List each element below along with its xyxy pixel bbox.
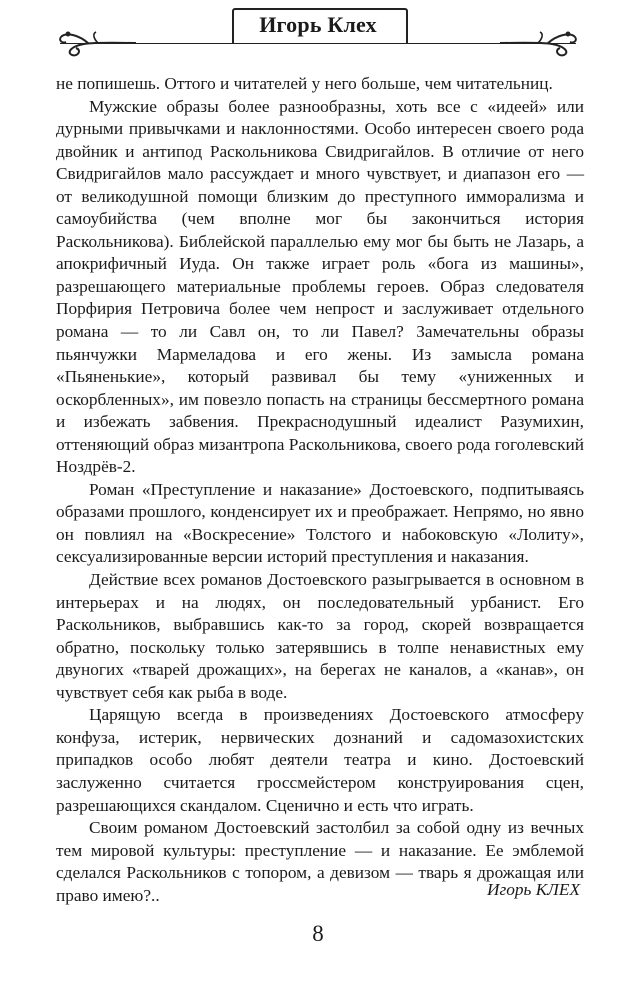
- paragraph: не попишешь. Оттого и читателей у него больше, чем читательниц.: [56, 74, 553, 93]
- paragraph: Действие всех романов Достоевского разыгрывается в основном в интерьерах и на людях, он последовательный урбанист. Его Раскольников, выбравшись как-то за город, скорей возвращается обратно, поскольку только затерявшись в толпе ненавистных ему двуногих «тварей дрожащих», на берегах не каналов, а «канав», он чувствует себя как рыба в воде.: [56, 570, 584, 702]
- author-signature: Игорь КЛЕХ: [487, 880, 580, 899]
- paragraph: Царящую всегда в произведениях Достоевского атмосферу конфуза, истерик, нервических дознаний и садомазохистских припадков особо любят деятели театра и кино. Достоевский заслуженно считается гроссмейстером конструирования сцен, разрешающихся скандалом. Сценично и есть что играть.: [56, 705, 584, 815]
- article-body: [56, 73, 584, 907]
- left-flourish-ornament: [58, 22, 138, 58]
- paragraph: Своим романом Достоевский застолбил за собой одну из вечных тем мировой культуры: преступление — и наказание. Ее эмблемой сделался Раскольников с топором, а девизом — тварь я дрожащая или право имею?..: [56, 818, 584, 905]
- paragraph: Роман «Преступление и наказание» Достоевского, подпитываясь образами прошлого, конденсирует их и преображает. Непрямо, но явно он повлиял на «Воскресение» Толстого и набоковскую «Лолиту», сексуализированные версии историй преступления и наказания.: [56, 479, 584, 567]
- running-header: [0, 0, 636, 70]
- page-number: 8: [312, 921, 324, 946]
- right-flourish-ornament: [498, 22, 578, 58]
- paragraph: Мужские образы более разнообразны, хоть все с «идеей» или дурными привычками и наклонностями. Особо интересен своего рода двойник и антипод Раскольникова Свидригайлов. В отличие от него Свидригайлов мало рассуждает и много чувствует, и диапазон его — от великодушной помощи близким до преступного имморализма и самоубийства (чем вполне мог бы закончиться история Раскольникова). Библейской параллелью ему мог бы быть не Лазарь, а апокрифичный Иуда. Он также играет роль «бога из машины», разрешающего материальные проблемы героев. Образ следователя Порфирия Петровича более чем непрост и заслуживает отдельного романа — то ли Савл он, то ли Павел? Замечательны образы пьянчужки Мармеладова и его жены. Из замысла романа «Пьяненькие», который развивал бы тему «униженных и оскорбленных», им повезло попасть на страницы бессмертного романа и избежать забвения. Прекраснодушный идеалист Разумихин, оттеняющий образ мизантропа Раскольникова, своего рода гоголевский Ноздрёв-2.: [56, 96, 584, 477]
- header-author-title: Игорь Клех: [245, 10, 391, 40]
